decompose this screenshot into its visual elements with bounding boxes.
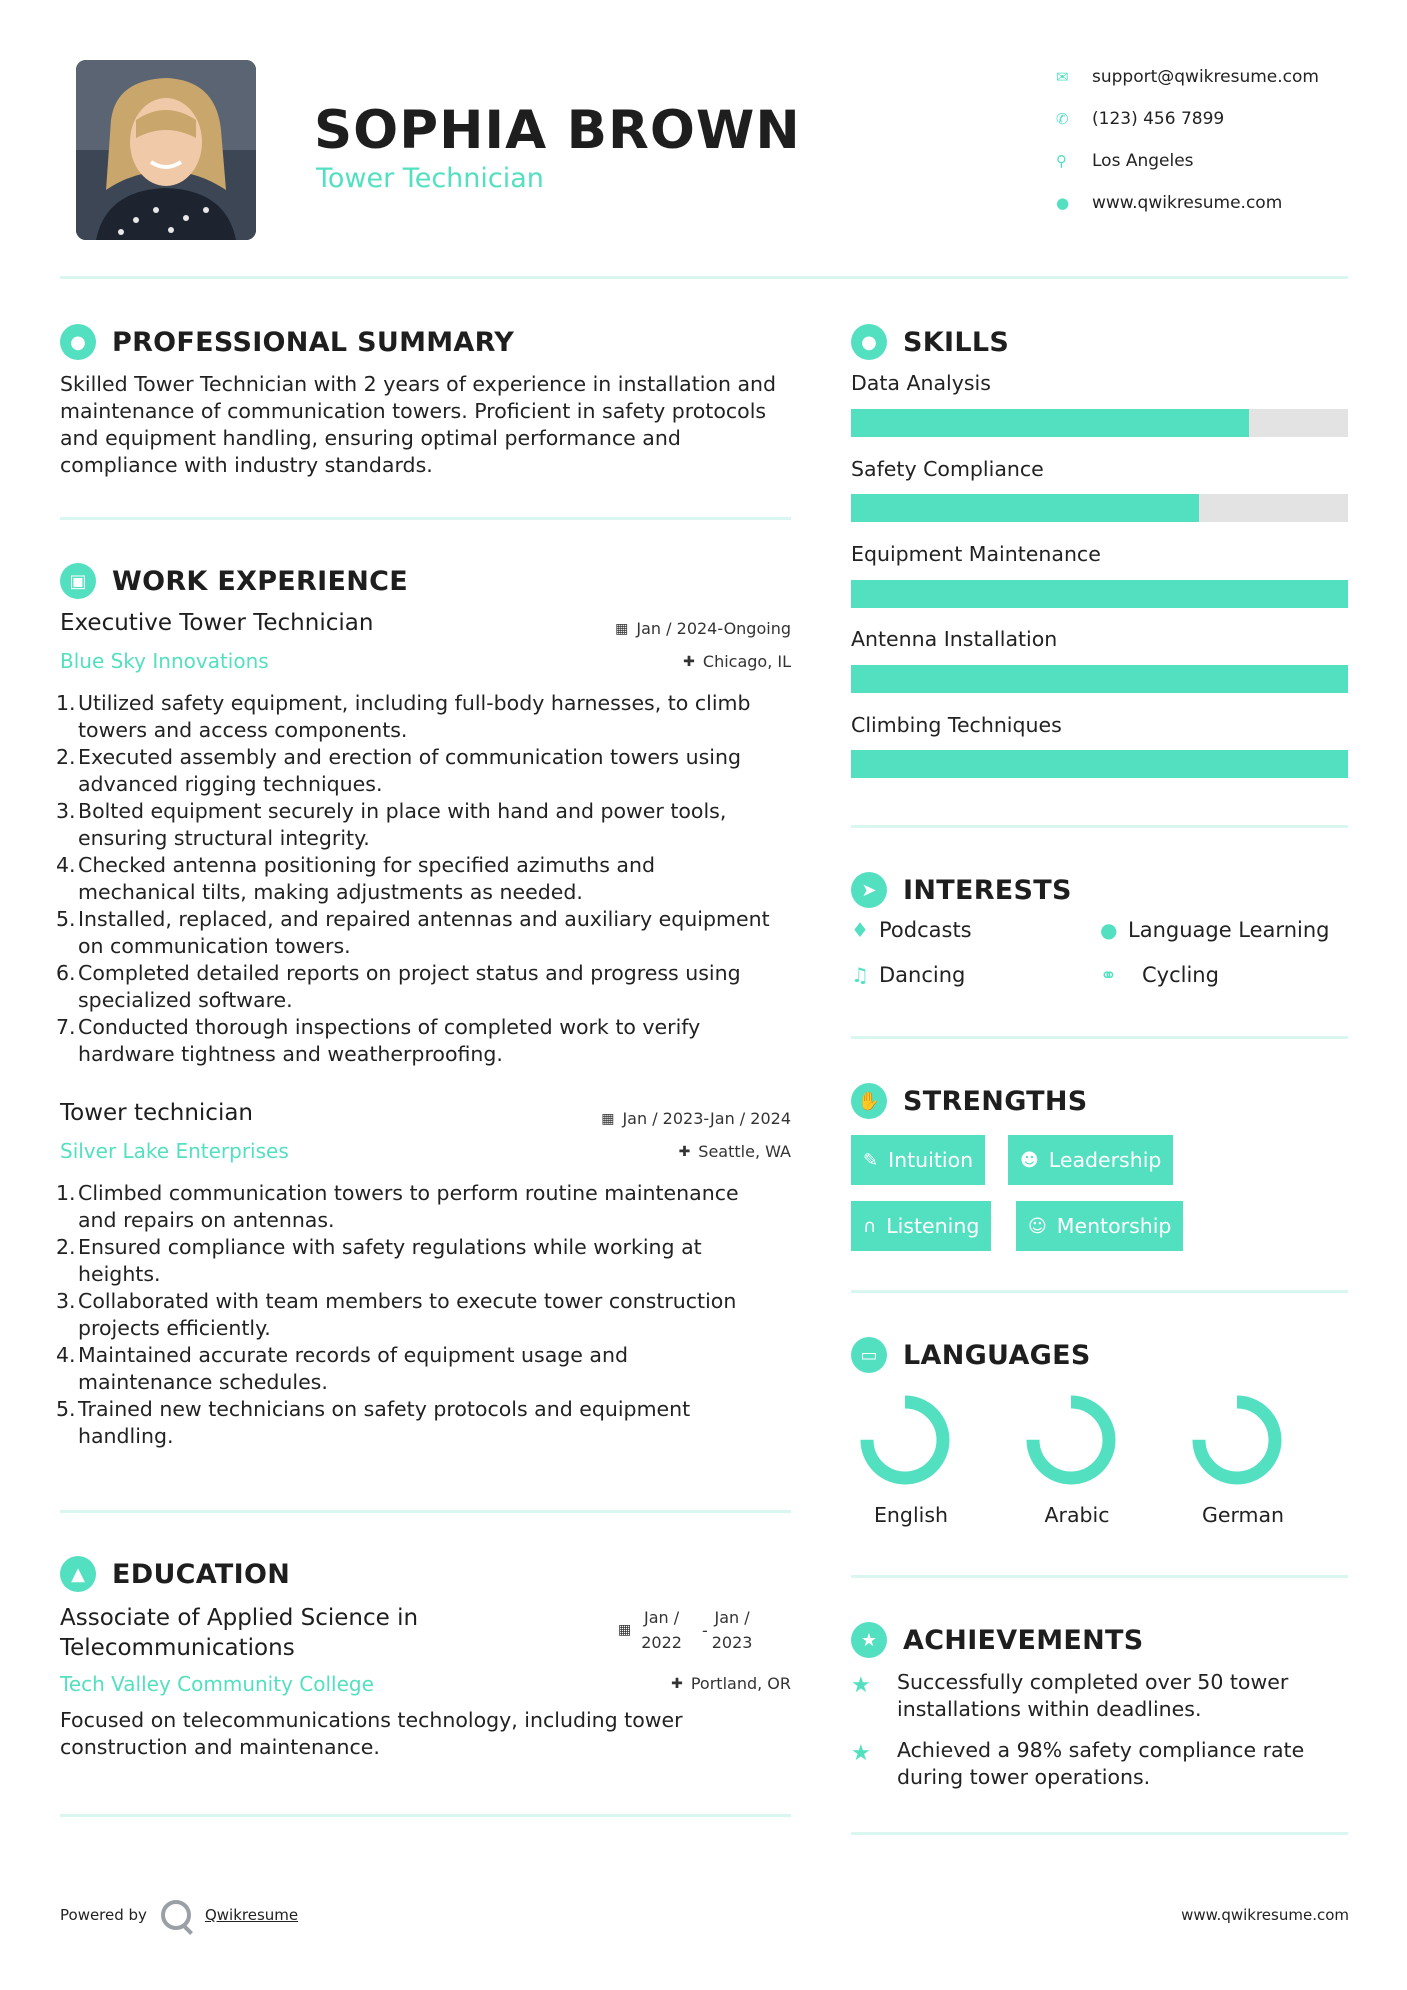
footer-brand-link[interactable]: Qwikresume <box>204 1906 299 1924</box>
hand-icon: ✋ <box>851 1083 887 1119</box>
interest-item: ⚭ Cycling <box>1100 963 1219 987</box>
list-item: 5. Trained new technicians on safety protocols and equipment handling. <box>56 1397 691 1448</box>
language-level-ring <box>1021 1390 1121 1490</box>
education-description: Focused on telecommunications technology, including tower construction and maintenance. <box>60 1708 683 1759</box>
pushpin-icon: ✚ <box>671 1675 683 1692</box>
job-location: ✚ Seattle, WA <box>678 1142 791 1161</box>
language-label: Arabic <box>1044 1503 1110 1527</box>
interest-item: ● Language Learning <box>1100 918 1330 942</box>
strength-badge: ☺ Mentorship <box>1016 1201 1183 1251</box>
job-title: Tower technician <box>60 1100 254 1126</box>
job-location: ✚ Chicago, IL <box>683 652 791 671</box>
list-item: 3. Collaborated with team members to execute tower construction projects efficiently. <box>56 1289 737 1340</box>
interest-item: ♫ Dancing <box>851 963 966 987</box>
header-divider <box>60 276 1348 279</box>
skills-divider <box>851 825 1348 828</box>
experience-divider <box>60 1510 791 1513</box>
skill-name: Data Analysis <box>851 371 991 395</box>
list-item: 7. Conducted thorough inspections of completed work to verify hardware tightness and weatherproofing. <box>56 1015 701 1066</box>
magic-wand-icon: ✎ <box>863 1149 879 1171</box>
strengths-heading: ✋ STRENGTHS <box>851 1083 1088 1119</box>
skill-name: Climbing Techniques <box>851 713 1062 737</box>
achievements-divider <box>851 1832 1348 1835</box>
strength-badge: ∩ Listening <box>851 1201 991 1251</box>
users-icon: ☻ <box>1020 1149 1039 1171</box>
job-title: Executive Tower Technician <box>60 610 374 636</box>
contact-email[interactable]: ✉ support@qwikresume.com <box>1056 67 1319 87</box>
star-icon: ★ <box>851 1741 871 1766</box>
job-date: ▦ Jan / 2024-Ongoing <box>615 619 791 638</box>
language-label: English <box>873 1503 949 1527</box>
achievement-item: ★ Achieved a 98% safety compliance rate during tower operations. <box>851 1738 1305 1789</box>
headphones-icon: ∩ <box>863 1215 877 1237</box>
profile-photo <box>76 60 256 240</box>
experience-heading: ▣ WORK EXPERIENCE <box>60 563 408 599</box>
language-level-ring <box>1187 1390 1287 1490</box>
school-name: Tech Valley Community College <box>60 1672 374 1696</box>
candidate-role: Tower Technician <box>316 163 544 194</box>
languages-heading: ▭ LANGUAGES <box>851 1337 1091 1373</box>
achievement-item: ★ Successfully completed over 50 tower installations within deadlines. <box>851 1670 1289 1721</box>
qwikresume-logo-icon <box>161 1900 191 1930</box>
contact-website[interactable]: ● www.qwikresume.com <box>1056 193 1283 213</box>
languages-divider <box>851 1575 1348 1578</box>
job-company: Blue Sky Innovations <box>60 649 269 673</box>
pushpin-icon: ✚ <box>678 1143 691 1160</box>
star-icon: ★ <box>851 1673 871 1698</box>
language-level-ring <box>855 1390 955 1490</box>
summary-heading: ● PROFESSIONAL SUMMARY <box>60 324 514 360</box>
globe-icon: ● <box>1100 918 1118 942</box>
music-note-icon: ♫ <box>851 963 869 987</box>
skill-bar <box>851 665 1348 693</box>
strength-badge: ☻ Leadership <box>1008 1135 1173 1185</box>
footer-powered-by: Powered by Qwikresume <box>60 1900 298 1930</box>
list-item: 1. Utilized safety equipment, including full-body harnesses, to climb towers and access components. <box>56 691 751 742</box>
interest-item: ♦ Podcasts <box>851 918 972 942</box>
skills-heading: ● SKILLS <box>851 324 1009 360</box>
interests-divider <box>851 1036 1348 1039</box>
job-date: ▦ Jan / 2023-Jan / 2024 <box>601 1109 791 1128</box>
list-item: 4. Checked antenna positioning for specified azimuths and mechanical tilts, making adjustments as needed. <box>56 853 655 904</box>
envelope-icon: ✉ <box>1056 68 1069 86</box>
summary-divider <box>60 517 791 520</box>
job-responsibilities <box>56 690 810 1068</box>
education-location: ✚ Portland, OR <box>671 1674 791 1693</box>
pushpin-icon: ✚ <box>683 653 695 670</box>
calendar-icon: ▦ <box>615 620 629 637</box>
language-label: German <box>1201 1503 1285 1527</box>
strengths-divider <box>851 1290 1348 1293</box>
list-item: 1. Climbed communication towers to perform routine maintenance and repairs on antennas. <box>56 1181 739 1232</box>
globe-icon: ● <box>1056 194 1070 212</box>
footer-url[interactable]: www.qwikresume.com <box>1181 1906 1349 1924</box>
briefcase-icon: ▣ <box>60 563 96 599</box>
microphone-icon: ♦ <box>851 918 869 942</box>
calendar-icon: ▦ <box>601 1110 615 1127</box>
skill-name: Antenna Installation <box>851 627 1058 651</box>
paper-plane-icon: ➤ <box>851 872 887 908</box>
skill-bar <box>851 750 1348 778</box>
list-item: 4. Maintained accurate records of equipment usage and maintenance schedules. <box>56 1343 628 1394</box>
degree-title: Associate of Applied Science in Telecommunications <box>60 1605 419 1661</box>
lightbulb-icon: ● <box>851 324 887 360</box>
education-heading: ▲ EDUCATION <box>60 1556 290 1592</box>
achievements-heading: ★ ACHIEVEMENTS <box>851 1622 1144 1658</box>
skill-name: Safety Compliance <box>851 457 1044 481</box>
language-card-icon: ▭ <box>851 1337 887 1373</box>
list-item: 2. Ensured compliance with safety regulations while working at heights. <box>56 1235 702 1286</box>
candidate-name: SOPHIA BROWN <box>314 100 801 161</box>
summary-text: Skilled Tower Technician with 2 years of experience in installation and maintenance of communication towers. Proficient in safety protocols and equipment handling, ensuring optimal performance and compliance with industry standards. <box>60 372 777 477</box>
contact-phone[interactable]: ✆ (123) 456 7899 <box>1056 109 1225 129</box>
list-item: 2. Executed assembly and erection of communication towers using advanced rigging techniques. <box>56 745 741 796</box>
skill-bar <box>851 580 1348 608</box>
list-item: 6. Completed detailed reports on project status and progress using specialized software. <box>56 961 741 1012</box>
phone-icon: ✆ <box>1056 110 1069 128</box>
bicycle-icon: ⚭ <box>1100 963 1117 987</box>
calendar-icon: ▦ <box>618 1621 632 1638</box>
user-icon: ● <box>60 324 96 360</box>
trophy-icon: ★ <box>851 1622 887 1658</box>
education-date: ▦ Jan / 2022 - Jan / 2023 <box>618 1608 753 1652</box>
job-company: Silver Lake Enterprises <box>60 1139 289 1163</box>
graduation-icon: ▲ <box>60 1556 96 1592</box>
map-pin-icon: ⚲ <box>1056 152 1067 170</box>
skill-bar <box>851 494 1348 522</box>
skill-name: Equipment Maintenance <box>851 542 1101 566</box>
strength-badge: ✎ Intuition <box>851 1135 985 1185</box>
list-item: 3. Bolted equipment securely in place with hand and power tools, ensuring structural integrity. <box>56 799 727 850</box>
interests-heading: ➤ INTERESTS <box>851 872 1072 908</box>
user-plus-icon: ☺ <box>1028 1215 1047 1237</box>
list-item: 5. Installed, replaced, and repaired antennas and auxiliary equipment on communication towers. <box>56 907 770 958</box>
contact-list <box>1056 56 1386 224</box>
education-divider <box>60 1814 791 1817</box>
skill-bar <box>851 409 1348 437</box>
contact-location: ⚲ Los Angeles <box>1056 151 1194 171</box>
job-responsibilities <box>56 1180 810 1450</box>
